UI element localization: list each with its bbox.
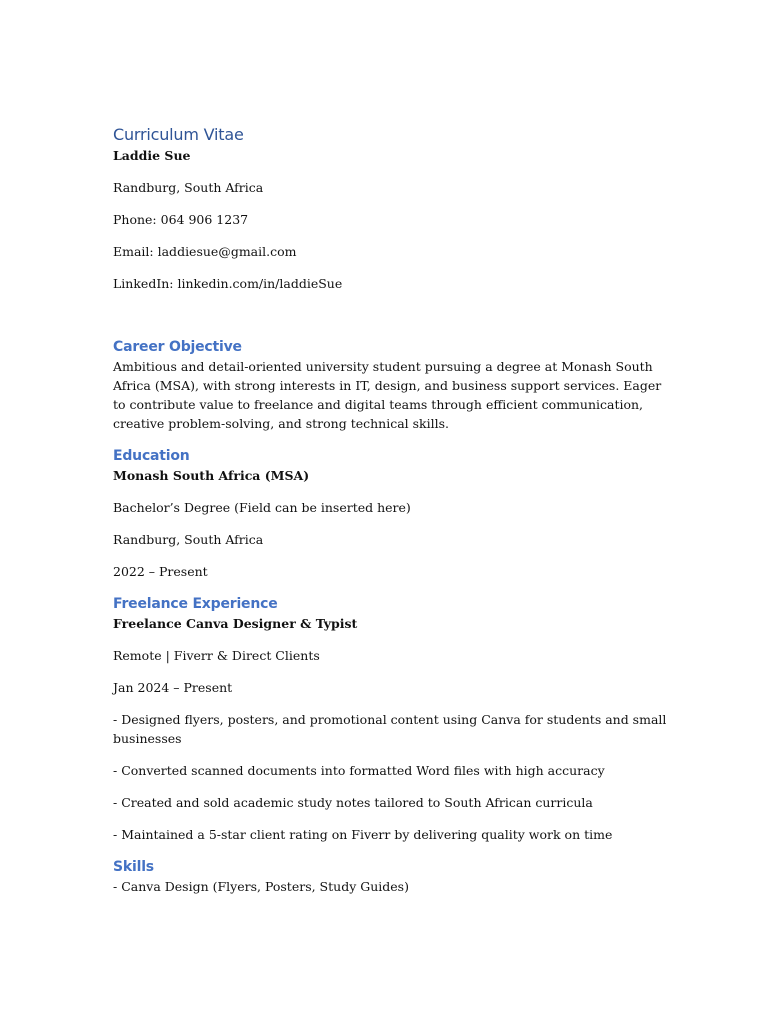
contact-location: Randburg, South Africa <box>113 180 264 195</box>
skills-heading: Skills <box>113 859 154 875</box>
education-degree: Bachelor’s Degree (Field can be inserted here) <box>113 500 411 515</box>
education-location: Randburg, South Africa <box>113 532 264 547</box>
experience-bullet: - Created and sold academic study notes tailored to South African curricula <box>113 795 593 810</box>
experience-where: Remote | Fiverr & Direct Clients <box>113 648 320 663</box>
contact-phone: Phone: 064 906 1237 <box>113 212 249 227</box>
experience-bullet: - Maintained a 5-star client rating on Fiverr by delivering quality work on time <box>113 827 613 842</box>
cv-document <box>113 124 673 896</box>
education-dates: 2022 – Present <box>113 564 208 579</box>
contact-email: Email: laddiesue@gmail.com <box>113 244 297 259</box>
objective-text: Ambitious and detail-oriented university student pursuing a degree at Monash South Africa (MSA), with strong interests in IT, design, and business support services. Eager to contribute value to freelance and digital teams through efficient communication, creative problem-solving, and strong technical skills. <box>113 359 662 431</box>
experience-bullet: - Converted scanned documents into formatted Word files with high accuracy <box>113 763 605 778</box>
experience-heading: Freelance Experience <box>113 596 278 612</box>
education-institution: Monash South Africa (MSA) <box>113 468 310 483</box>
education-heading: Education <box>113 448 190 464</box>
experience-role: Freelance Canva Designer & Typist <box>113 616 358 631</box>
skill-item: - Canva Design (Flyers, Posters, Study Guides) <box>113 879 409 894</box>
objective-heading: Career Objective <box>113 339 242 355</box>
contact-name: Laddie Sue <box>113 148 191 163</box>
experience-dates: Jan 2024 – Present <box>113 680 233 695</box>
document-title: Curriculum Vitae <box>113 125 244 144</box>
experience-bullet: - Designed flyers, posters, and promotional content using Canva for students and small businesses <box>113 712 667 746</box>
contact-linkedin: LinkedIn: linkedin.com/in/laddieSue <box>113 276 343 291</box>
